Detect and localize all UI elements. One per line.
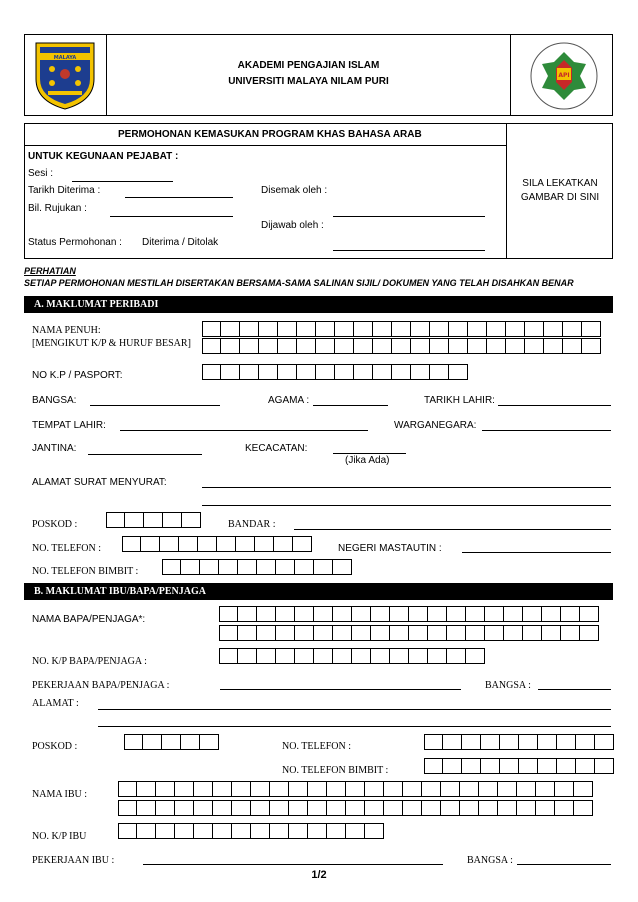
- bangsa-line[interactable]: [90, 405, 220, 406]
- nama-penuh-note: [MENGIKUT K/P & HURUF BESAR]: [32, 338, 191, 349]
- bimbit-label: NO. TELEFON BIMBIT :: [32, 566, 139, 577]
- kp-ibu-label: NO. K/P IBU: [32, 831, 87, 842]
- alamat-line1[interactable]: [202, 487, 611, 488]
- office-title-divider: [24, 145, 506, 146]
- nama-bapa-boxes-row1[interactable]: [219, 606, 599, 622]
- agama-line[interactable]: [313, 405, 388, 406]
- kerja-ibu-line[interactable]: [143, 864, 443, 865]
- kerja-ibu-label: PEKERJAAN IBU :: [32, 855, 115, 866]
- bimbit-bapa-label: NO. TELEFON BIMBIT :: [282, 765, 389, 776]
- tarikh-diterima-label: Tarikh Diterima :: [28, 185, 101, 196]
- bandar-label: BANDAR :: [228, 519, 276, 530]
- tarikh-lahir-line[interactable]: [498, 405, 611, 406]
- page-number: 1/2: [311, 869, 327, 881]
- alamat-bapa-label: ALAMAT :: [32, 698, 79, 709]
- bimbit-boxes[interactable]: [162, 559, 352, 575]
- university-crest-logo: [34, 41, 96, 111]
- jantina-line[interactable]: [88, 454, 202, 455]
- nokp-boxes[interactable]: [202, 364, 468, 380]
- poskod-bapa-boxes[interactable]: [124, 734, 219, 750]
- nokp-label: NO K.P / PASPORT:: [32, 370, 123, 381]
- poskod-boxes[interactable]: [106, 512, 201, 528]
- header-divider-left: [106, 34, 107, 116]
- tarikh-lahir-label: TARIKH LAHIR:: [424, 395, 495, 406]
- header-line1: AKADEMI PENGAJIAN ISLAM: [237, 60, 380, 71]
- disemak-line[interactable]: [333, 216, 485, 217]
- dijawab-line[interactable]: [333, 250, 485, 251]
- bangsa-ibu-line[interactable]: [517, 864, 611, 865]
- negeri-label: NEGERI MASTAUTIN :: [338, 543, 442, 554]
- nama-bapa-boxes-row2[interactable]: [219, 625, 599, 641]
- telefon-boxes[interactable]: [122, 536, 312, 552]
- section-a-header: A. MAKLUMAT PERIBADI: [24, 296, 613, 313]
- alamat-bapa-line1[interactable]: [98, 709, 611, 710]
- warganegara-line[interactable]: [482, 430, 611, 431]
- svg-text:MALAYA: MALAYA: [53, 55, 77, 61]
- bangsa-label: BANGSA:: [32, 395, 77, 406]
- office-photo-divider: [506, 123, 507, 259]
- nama-penuh-boxes-row1[interactable]: [202, 321, 601, 337]
- tempat-lahir-label: TEMPAT LAHIR:: [32, 420, 106, 431]
- tempat-lahir-line[interactable]: [120, 430, 368, 431]
- nama-penuh-boxes-row2[interactable]: [202, 338, 601, 354]
- sesi-line[interactable]: [72, 181, 173, 182]
- alamat-line2[interactable]: [202, 505, 611, 506]
- rujukan-label: Bil. Rujukan :: [28, 203, 87, 214]
- poskod-label: POSKOD :: [32, 519, 78, 530]
- tarikh-diterima-line[interactable]: [125, 197, 233, 198]
- notice-title: PERHATIAN: [24, 266, 76, 276]
- alamat-bapa-line2[interactable]: [98, 726, 611, 727]
- bandar-line[interactable]: [294, 529, 611, 530]
- kp-bapa-boxes[interactable]: [219, 648, 485, 664]
- nama-ibu-boxes-row2[interactable]: [118, 800, 593, 816]
- telefon-label: NO. TELEFON :: [32, 543, 101, 554]
- header-box: [24, 34, 613, 116]
- notice-text: SETIAP PERMOHONAN MESTILAH DISERTAKAN BERSAMA-SAMA SALINAN SIJIL/ DOKUMEN YANG TELAH DISAHKAN BENAR: [24, 278, 574, 288]
- agama-label: AGAMA :: [268, 395, 310, 406]
- alamat-surat-label: ALAMAT SURAT MENYURAT:: [32, 477, 167, 488]
- nama-ibu-label: NAMA IBU :: [32, 789, 88, 800]
- bangsa-bapa-label: BANGSA :: [485, 680, 531, 691]
- kecacatan-note: (Jika Ada): [345, 455, 390, 466]
- disemak-label: Disemak oleh :: [261, 185, 328, 196]
- kerja-bapa-label: PEKERJAAN BAPA/PENJAGA :: [32, 680, 170, 691]
- jantina-label: JANTINA:: [32, 443, 77, 454]
- header-line2: UNIVERSITI MALAYA NILAM PURI: [228, 76, 389, 87]
- kerja-bapa-line[interactable]: [220, 689, 461, 690]
- rujukan-line[interactable]: [110, 216, 233, 217]
- poskod-bapa-label: POSKOD :: [32, 741, 78, 752]
- status-options: Diterima / Ditolak: [142, 237, 219, 248]
- negeri-line[interactable]: [462, 552, 611, 553]
- office-title: PERMOHONAN KEMASUKAN PROGRAM KHAS BAHASA ARAB: [118, 129, 422, 140]
- kp-ibu-boxes[interactable]: [118, 823, 384, 839]
- akademi-logo: [528, 40, 600, 112]
- bangsa-bapa-line[interactable]: [538, 689, 611, 690]
- telefon-bapa-label: NO. TELEFON :: [282, 741, 351, 752]
- photo-placeholder-line2: GAMBAR DI SINI: [520, 192, 600, 203]
- nama-penuh-label: NAMA PENUH:: [32, 325, 101, 336]
- telefon-bapa-boxes[interactable]: [424, 734, 614, 750]
- sesi-label: Sesi :: [28, 168, 54, 179]
- photo-placeholder-line1: SILA LEKATKAN: [522, 178, 598, 189]
- bimbit-bapa-boxes[interactable]: [424, 758, 614, 774]
- kecacatan-line[interactable]: [333, 453, 406, 454]
- section-b-header: B. MAKLUMAT IBU/BAPA/PENJAGA: [24, 583, 613, 600]
- status-label: Status Permohonan :: [28, 237, 122, 248]
- kecacatan-label: KECACATAN:: [245, 443, 308, 454]
- warganegara-label: WARGANEGARA:: [394, 420, 477, 431]
- office-section-title: UNTUK KEGUNAAN PEJABAT :: [28, 151, 179, 162]
- dijawab-label: Dijawab oleh :: [261, 220, 324, 231]
- nama-ibu-boxes-row1[interactable]: [118, 781, 593, 797]
- svg-text:API: API: [558, 72, 570, 79]
- header-divider-right: [510, 34, 511, 116]
- nama-bapa-label: NAMA BAPA/PENJAGA*:: [32, 614, 146, 625]
- bangsa-ibu-label: BANGSA :: [467, 855, 513, 866]
- kp-bapa-label: NO. K/P BAPA/PENJAGA :: [32, 656, 147, 667]
